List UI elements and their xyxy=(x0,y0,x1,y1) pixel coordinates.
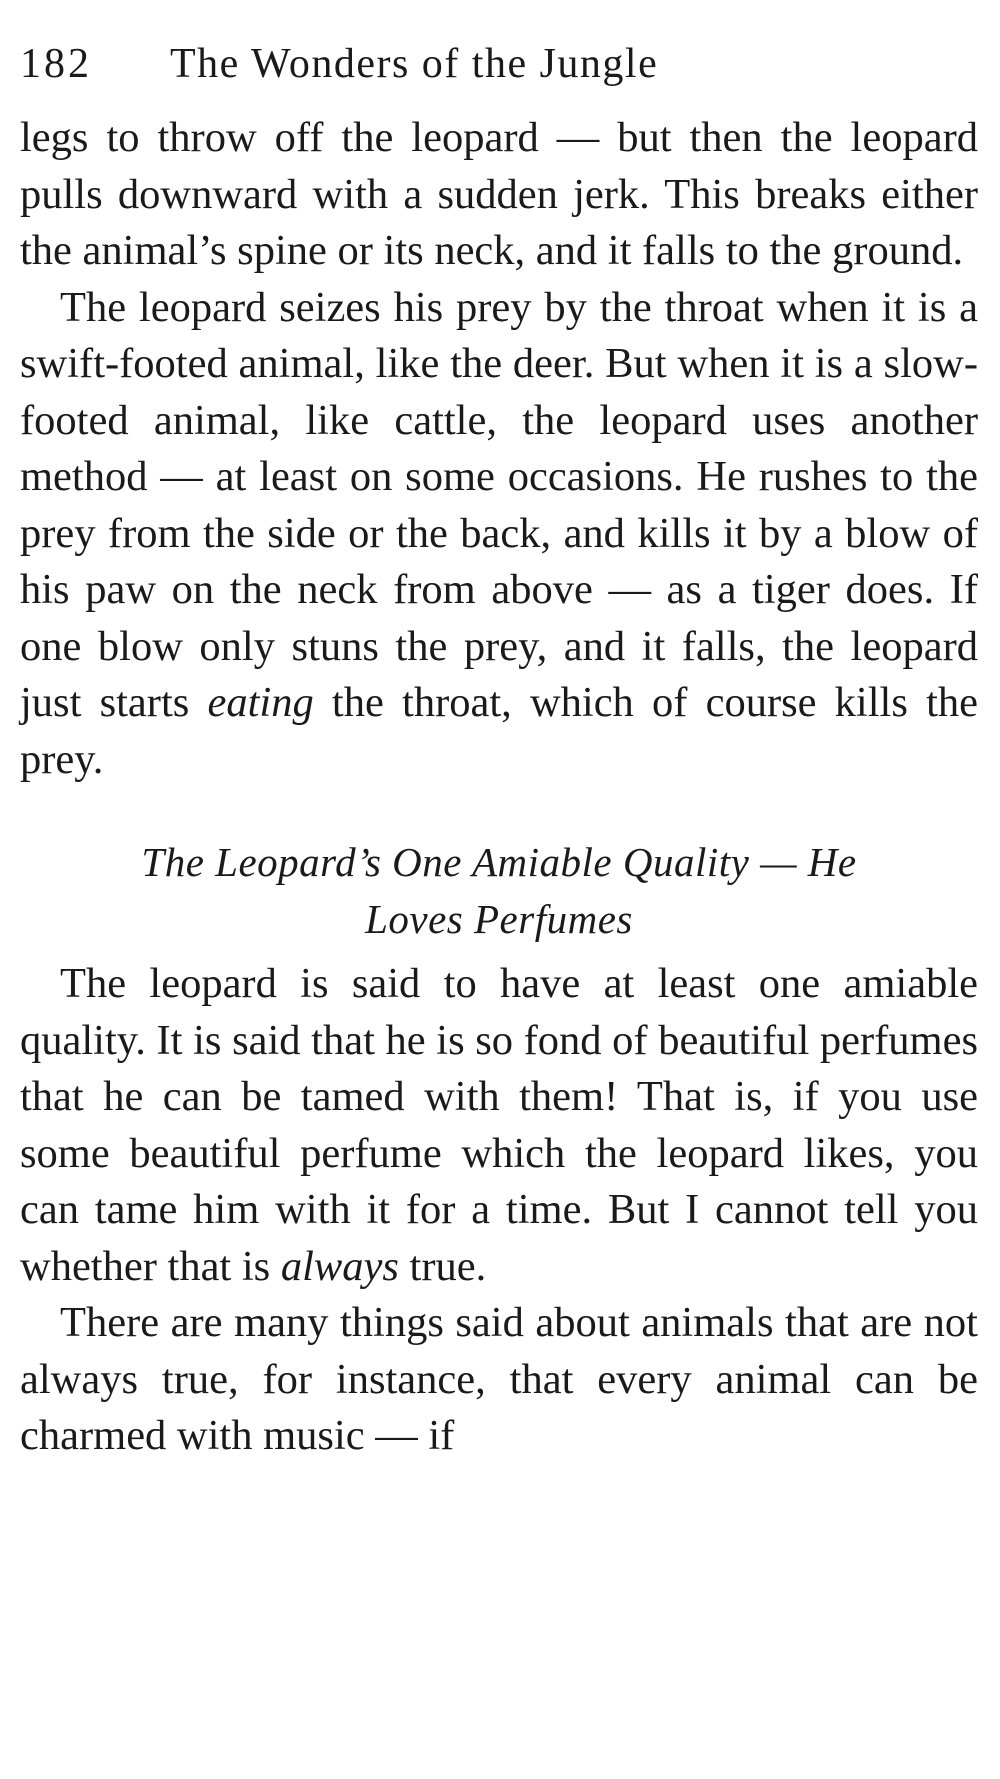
paragraph-continued xyxy=(20,110,978,280)
emphasis-text: eating xyxy=(207,679,314,726)
section-heading xyxy=(20,834,978,948)
book-title: The Wonders of the Jungle xyxy=(170,41,659,87)
text-run: The leopard seizes his prey by the throat when it is a swift-footed animal, like the deer. But when it is a slow-footed animal, like cattle, the leopard uses another method — at least on some occasions. He rushes to the prey from the side or the back, and kills it by a blow of his paw on the neck from above — as a tiger does. If one blow only stuns the prey, and it falls, the leopard just starts xyxy=(20,283,978,726)
text-run: There are many things said about animals that are not always true, for instance, that every animal can be charmed with music — if xyxy=(20,1299,978,1459)
emphasis-text: always xyxy=(280,1242,399,1290)
paragraph xyxy=(20,956,978,1295)
running-head xyxy=(20,40,978,106)
paragraph xyxy=(20,280,978,789)
book-page xyxy=(20,40,978,1465)
text-run: legs to throw off the leopard — but then the leopard pulls downward with a sudden jerk. This breaks either the animal’s spine or its neck, and it falls to the ground. xyxy=(20,114,978,274)
section-heading-line: The Leopard’s One Amiable Quality — He xyxy=(141,839,857,885)
section-heading-line: Loves Perfumes xyxy=(365,896,633,942)
text-run: the throat, which of course kills the prey. xyxy=(20,679,978,783)
text-run: The leopard is said to have at least one amiable quality. It is said that he is so fond of beautiful perfumes that he can be tamed with them! That is, if you use some beautiful perfume which the leopard likes, you can tame him with it for a time. But I cannot tell you whether that is xyxy=(20,960,979,1290)
paragraph xyxy=(20,1295,978,1465)
page-number: 182 xyxy=(20,41,92,87)
text-run: true. xyxy=(398,1242,487,1290)
